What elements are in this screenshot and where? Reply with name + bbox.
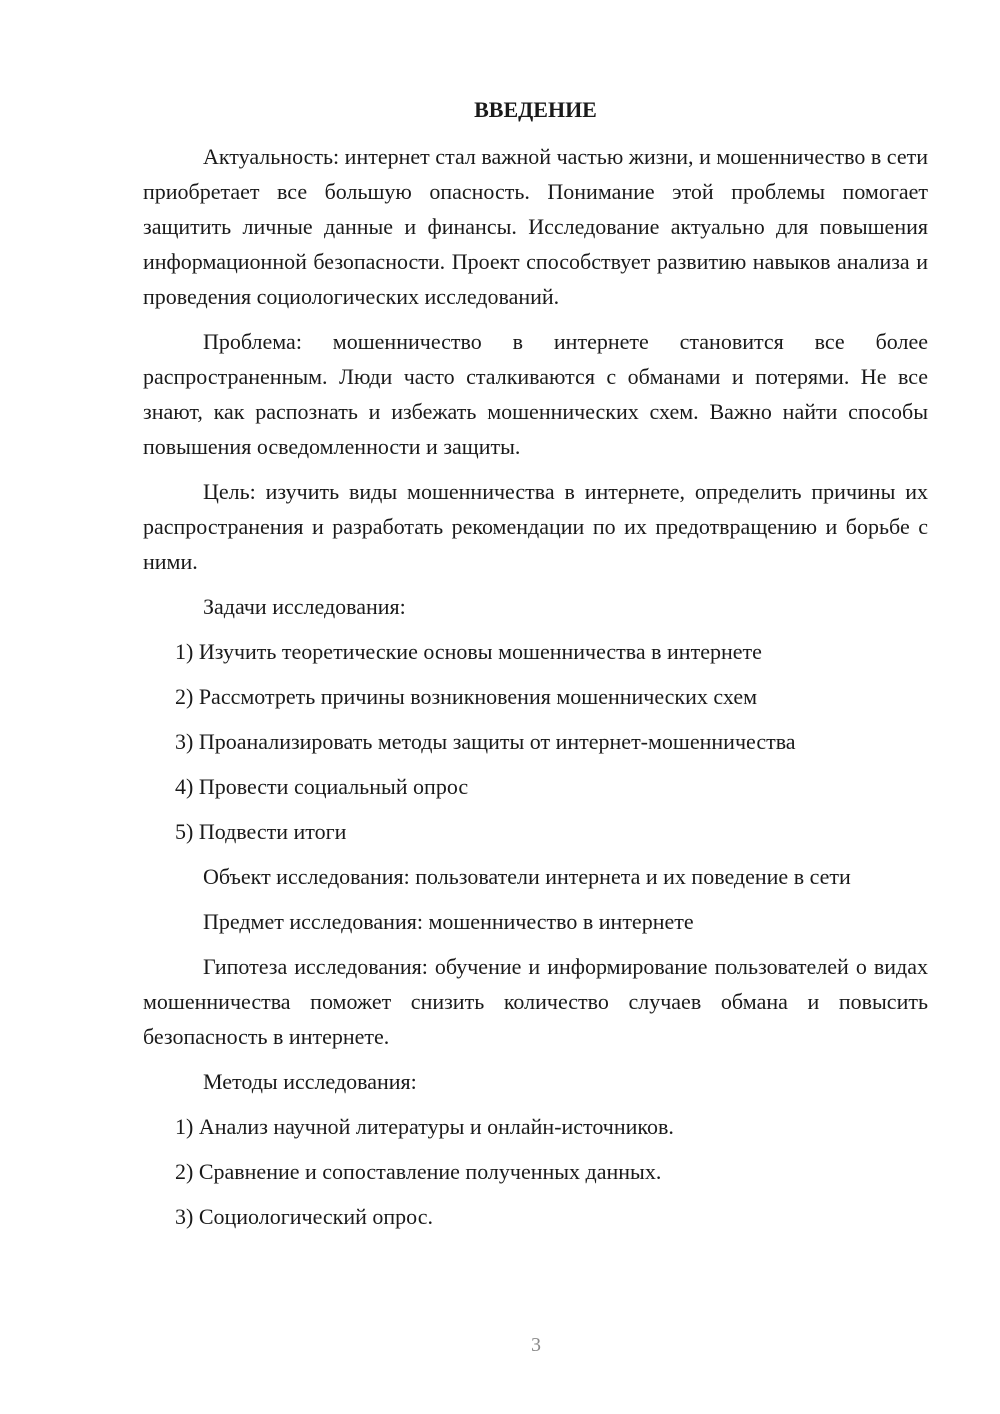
methods-heading: Методы исследования:	[203, 1069, 417, 1094]
section-title: ВВЕДЕНИЕ	[474, 97, 597, 122]
tasks-heading: Задачи исследования:	[203, 594, 406, 619]
methods-list	[143, 1109, 928, 1234]
list-item: 4) Провести социальный опрос	[175, 774, 469, 799]
page-content	[143, 92, 928, 1244]
list-item: 1) Изучить теоретические основы мошенничества в интернете	[175, 639, 762, 664]
object-paragraph: Объект исследования: пользователи интернета и их поведение в сети	[203, 864, 851, 889]
list-item: 2) Рассмотреть причины возникновения мошеннических схем	[175, 684, 758, 709]
list-item: 1) Анализ научной литературы и онлайн-источников.	[175, 1114, 674, 1139]
list-item: 2) Сравнение и сопоставление полученных данных.	[175, 1159, 662, 1184]
goal-paragraph: Цель: изучить виды мошенничества в интернете, определить причины их распространения и разработать рекомендации по их предотвращению и борьбе с ними.	[143, 479, 928, 574]
page-number: 3	[531, 1334, 541, 1356]
list-item: 3) Социологический опрос.	[175, 1204, 433, 1229]
list-item: 3) Проанализировать методы защиты от интернет-мошенничества	[175, 729, 796, 754]
relevance-paragraph: Актуальность: интернет стал важной частью жизни, и мошенничество в сети приобретает все большую опасность. Понимание этой проблемы помогает защитить личные данные и финансы. Исследование актуально для повышения информационной безопасности. Проект способствует развитию навыков анализа и проведения социологических исследований.	[143, 144, 928, 309]
subject-paragraph: Предмет исследования: мошенничество в интернете	[203, 909, 694, 934]
problem-paragraph: Проблема: мошенничество в интернете становится все более распространенным. Люди часто сталкиваются с обманами и потерями. Не все знают, как распознать и избежать мошеннических схем. Важно найти способы повышения осведомленности и защиты.	[143, 329, 928, 459]
tasks-list	[143, 634, 928, 849]
hypothesis-paragraph: Гипотеза исследования: обучение и информирование пользователей о видах мошенничества поможет снизить количество случаев обмана и повысить безопасность в интернете.	[143, 954, 928, 1049]
list-item: 5) Подвести итоги	[175, 819, 347, 844]
